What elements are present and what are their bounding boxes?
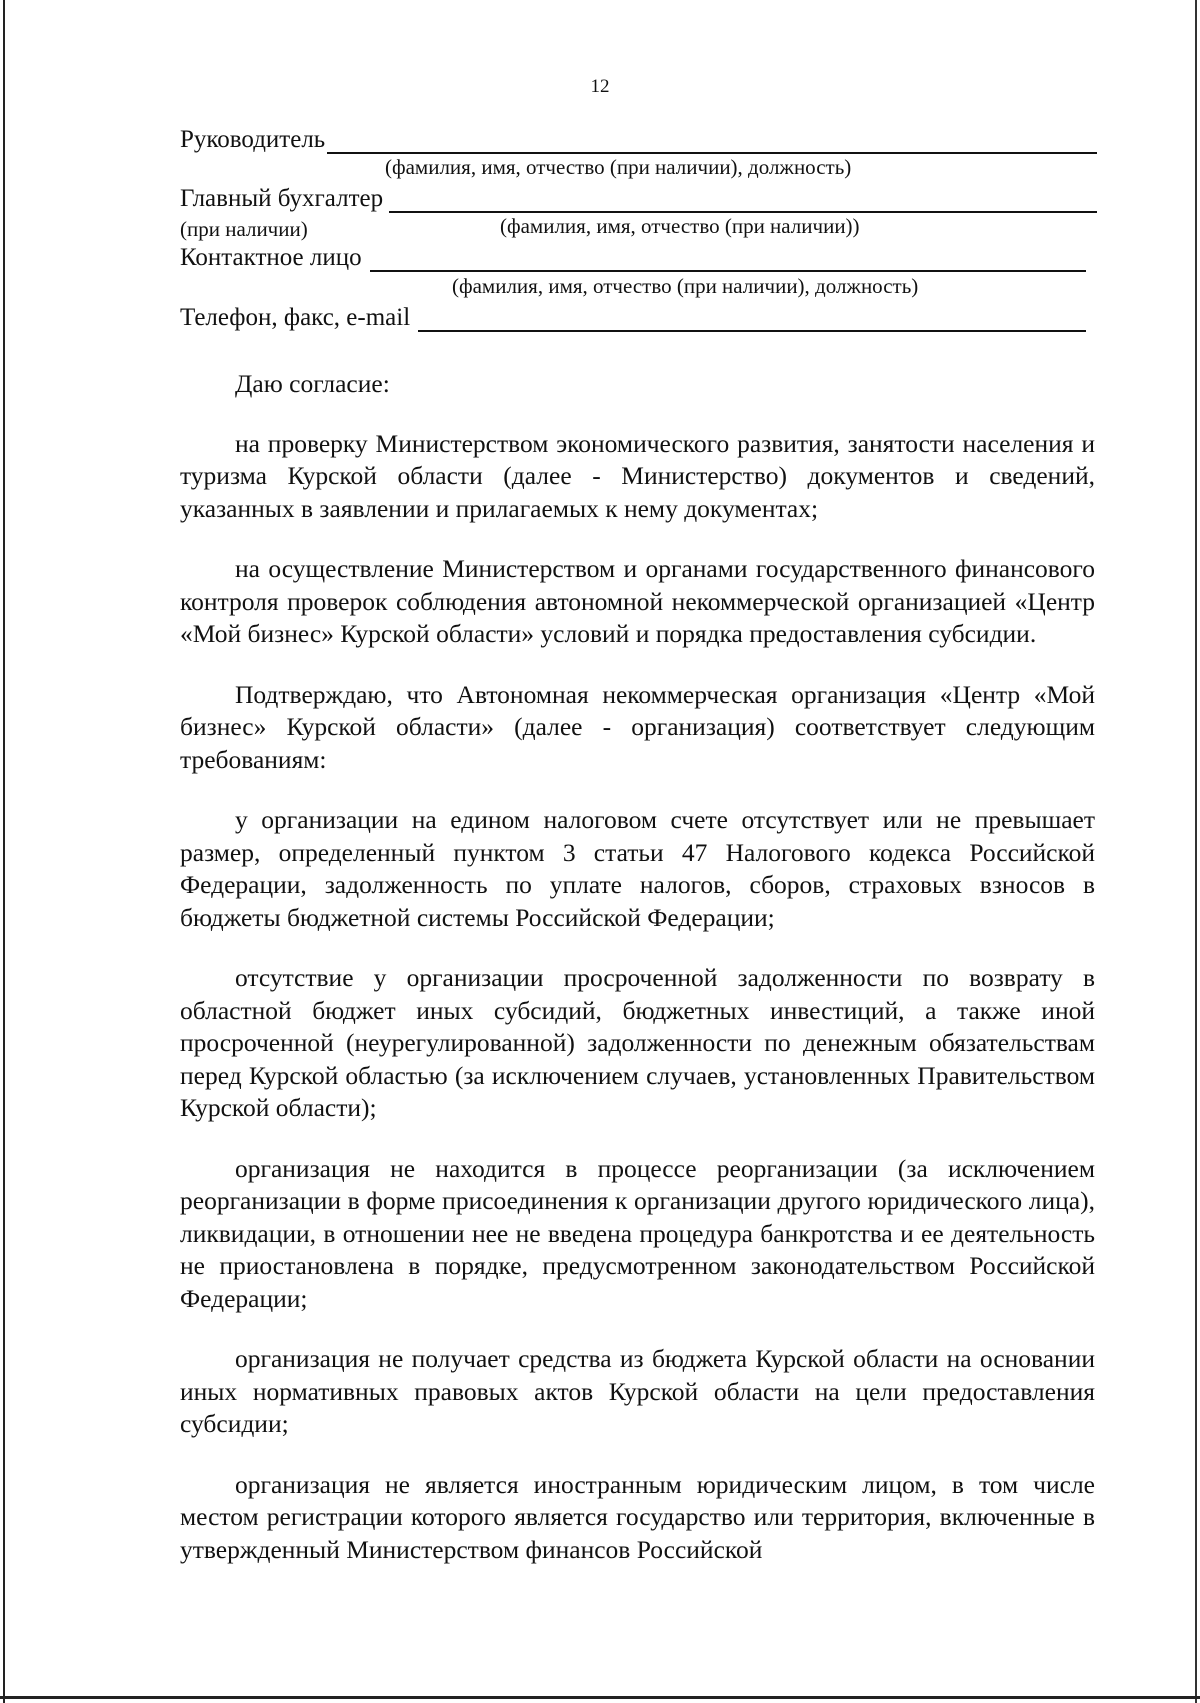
contact-label: Контактное лицо (180, 244, 362, 271)
phone-field (180, 300, 1086, 332)
head-label: Руководитель (180, 126, 326, 153)
scan-border-left (3, 0, 5, 1703)
scan-border-bottom (0, 1696, 1200, 1699)
page-number: 12 (590, 76, 610, 97)
consent-heading: Даю согласие: (235, 369, 390, 398)
paragraph-1: на проверку Министерством экономического развития, занятости населения и туризма Курской области (далее - Министерство) документов и сведений, указанных в заявлении и прилагаемых к нему документах; (180, 428, 1095, 523)
paragraph-5: отсутствие у организации просроченной задолженности по возврату в областной бюджет иных субсидий, бюджетных инвестиций, а также иной просроченной (неурегулированной) задолженности по денежным обязательствам перед Курской областью (за исключением случаев, установленных Правительством Курской области); (180, 963, 1095, 1122)
document-body (180, 368, 1095, 1594)
contact-signature-line (370, 246, 1086, 272)
phone-label: Телефон, факс, e-mail (180, 304, 411, 331)
scan-border-right (1195, 0, 1197, 1703)
paragraph-3: Подтверждаю, что Автономная некоммерческая организация «Центр «Мой бизнес» Курской области» (далее - организация) соответствует следующим требованиям: (180, 679, 1095, 774)
paragraph-2: на осуществление Министерством и органами государственного финансового контроля проверок соблюдения автономной некоммерческой организацией «Центр «Мой бизнес» Курской области» условий и порядка предоставления субсидии. (180, 554, 1095, 648)
chief-accountant-label: Главный бухгалтер (180, 185, 384, 212)
chief-accountant-side-note: (при наличии) (180, 217, 308, 241)
chief-accountant-hint: (фамилия, имя, отчество (при наличии)) (500, 214, 860, 238)
head-hint: (фамилия, имя, отчество (при наличии), должность) (385, 155, 852, 179)
chief-accountant-field (180, 181, 1097, 213)
paragraph-7: организация не получает средства из бюджета Курской области на основании иных нормативных правовых актов Курской области на цели предоставления субсидии; (180, 1344, 1095, 1438)
head-signature-line (327, 128, 1097, 154)
paragraph-4: у организации на едином налоговом счете отсутствует или не превышает размер, определенный пунктом 3 статьи 47 Налогового кодекса Российской Федерации, задолженность по уплате налогов, сборов, страховых взносов в бюджеты бюджетной системы Российской Федерации; (180, 805, 1095, 932)
chief-accountant-signature-line (389, 187, 1097, 213)
paragraph-8: организация не является иностранным юридическим лицом, в том числе местом регистрации которого является государство или территория, включенные в утвержденный Министерством финансов Российской (180, 1469, 1095, 1564)
paragraph-6: организация не находится в процессе реорганизации (за исключением реорганизации в форме присоединения к организации другого юридического лица), ликвидации, в отношении нее не введена процедура банкротства и ее деятельность не приостановлена в порядке, предусмотренном законодательством Российской Федерации; (180, 1153, 1095, 1313)
phone-line (418, 306, 1086, 332)
head-field (180, 122, 1097, 154)
contact-hint: (фамилия, имя, отчество (при наличии), должность) (452, 274, 919, 298)
contact-field (180, 240, 1086, 272)
